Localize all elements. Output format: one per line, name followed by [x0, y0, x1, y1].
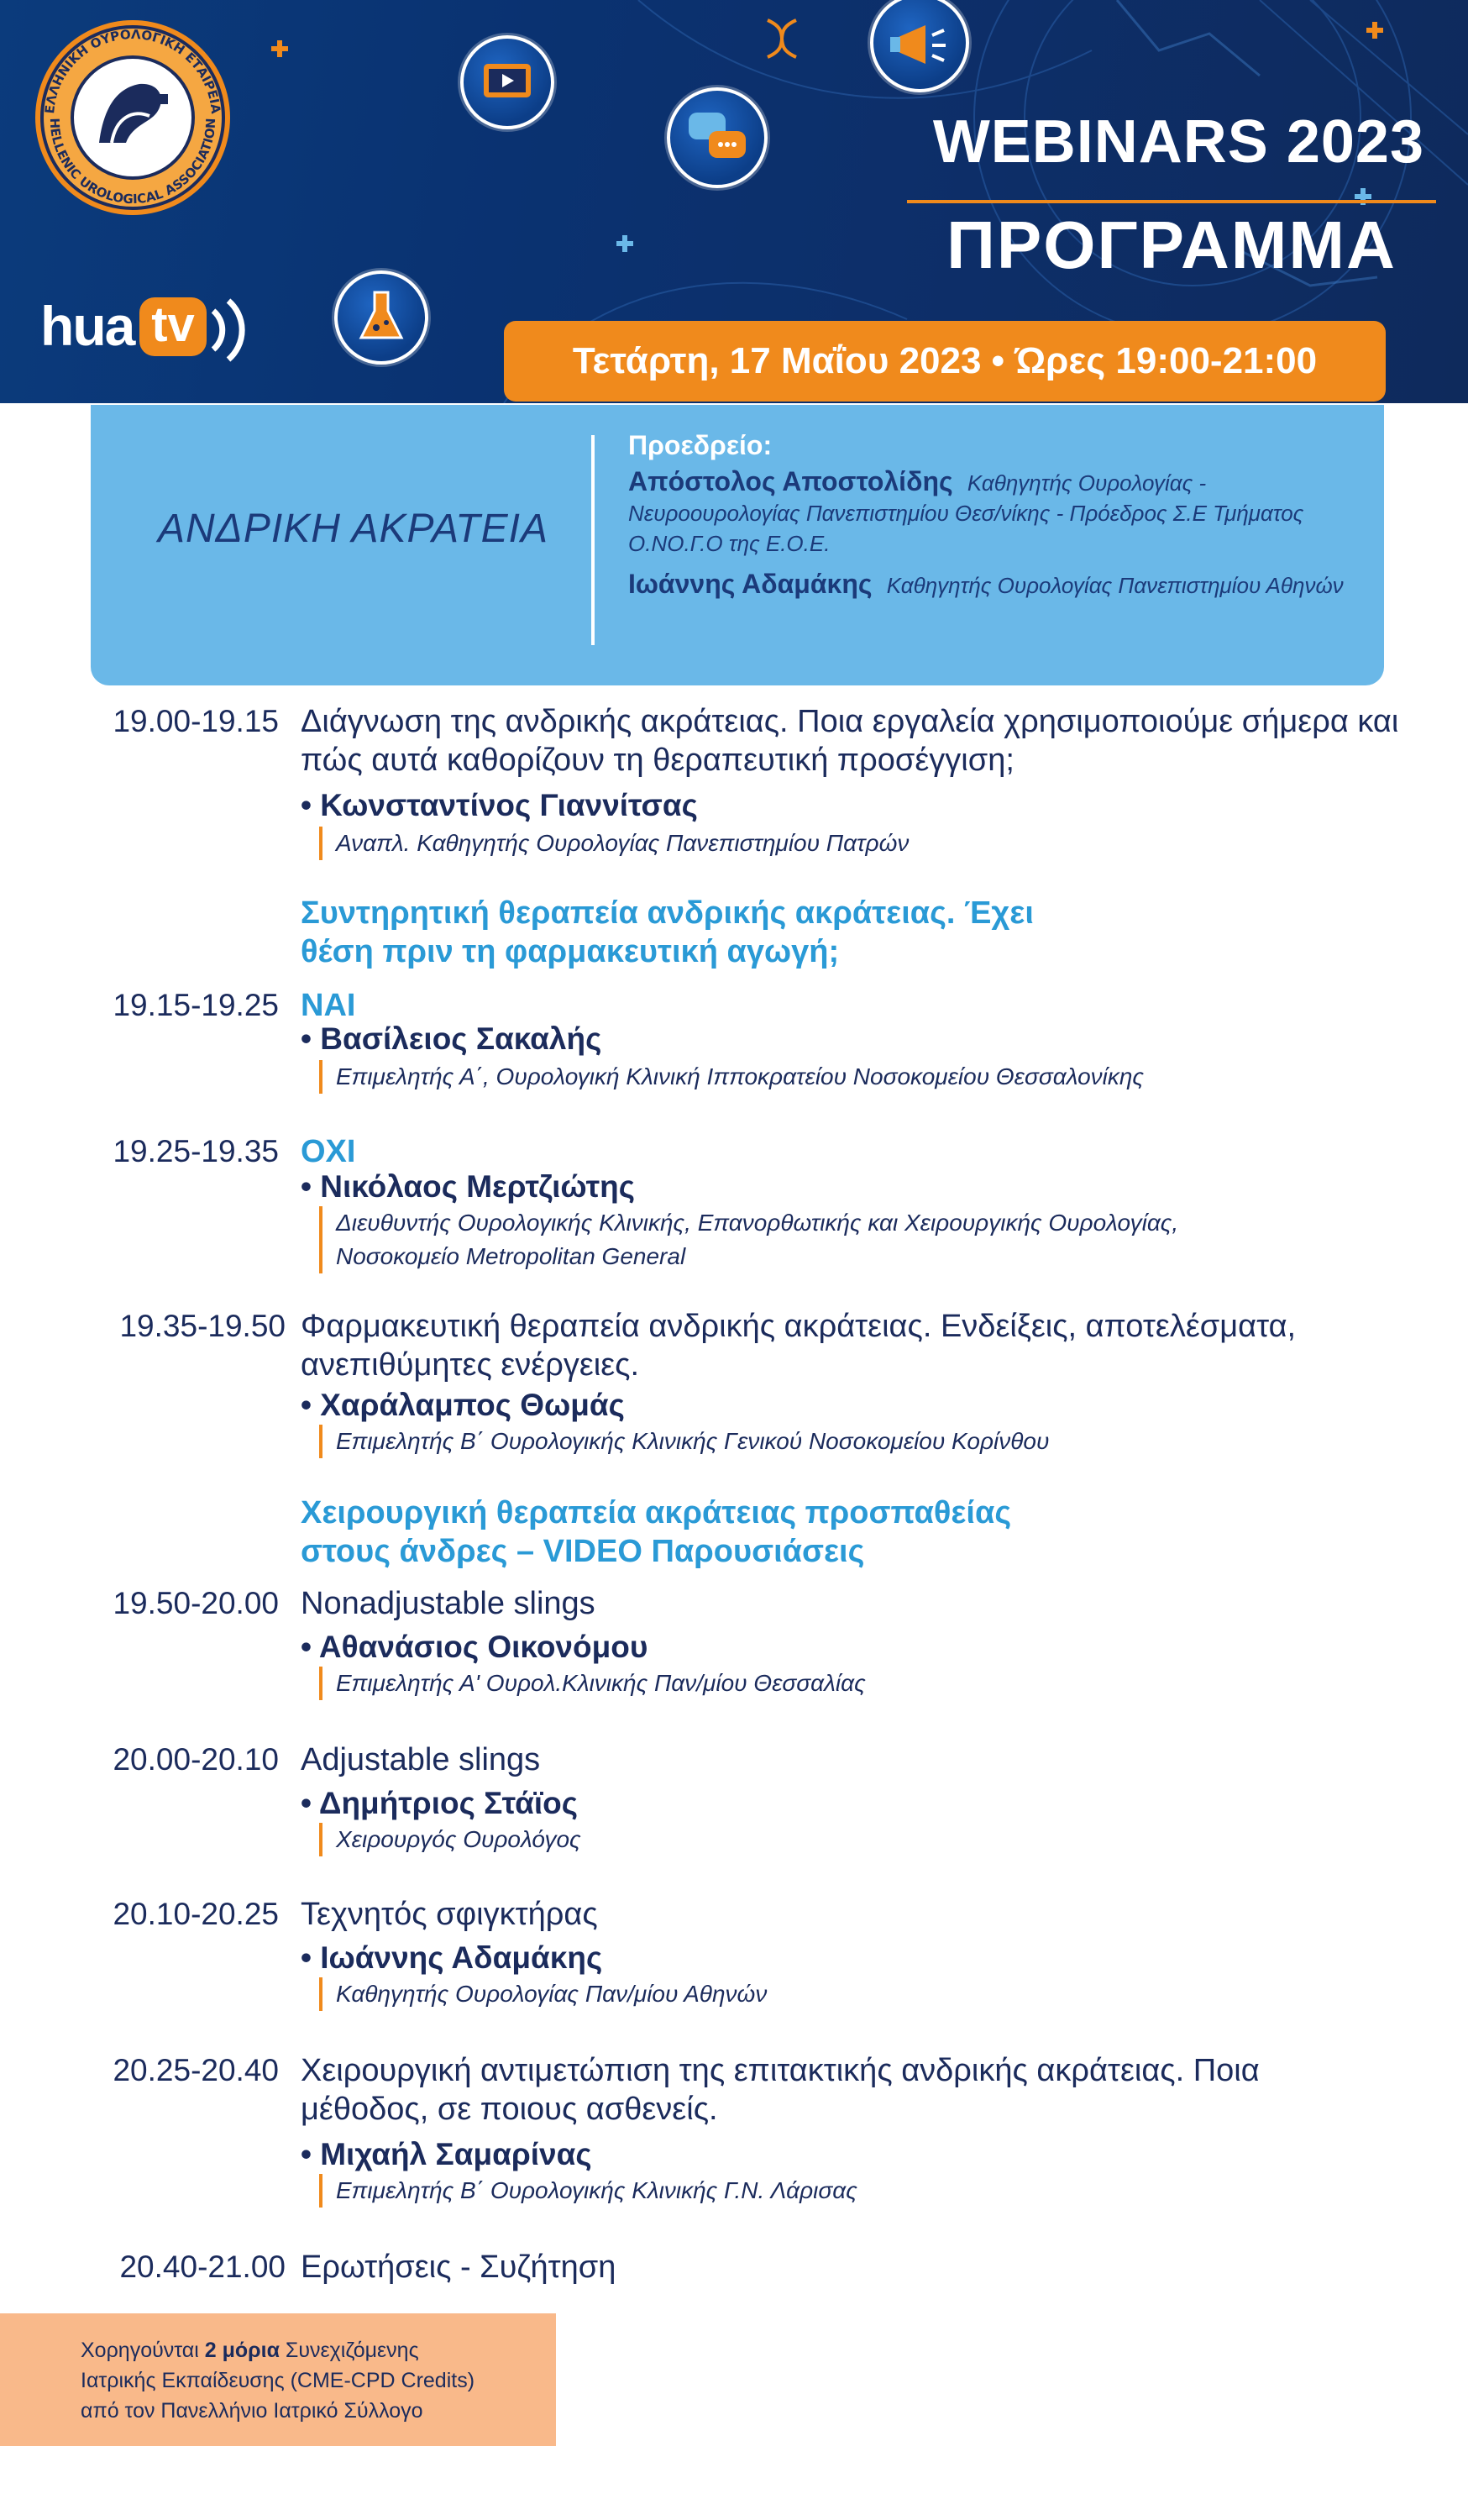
- webinars-title: WEBINARS 2023: [932, 108, 1424, 176]
- time-slot: 19.35-19.50: [119, 1309, 286, 1343]
- speaker-affiliation: Επιμελητής Α' Ουρολ.Κλινικής Παν/μίου Θεσσαλίας: [319, 1667, 1411, 1700]
- section-heading: Χειρουργική θεραπεία ακράτειας προσπαθείας στους άνδρες – VIDEO Παρουσιάσεις: [301, 1495, 1012, 1569]
- title-divider: [907, 200, 1436, 203]
- time-slot: 20.40-21.00: [119, 2250, 286, 2284]
- presidium: [628, 430, 1350, 611]
- time-slot: 20.10-20.25: [113, 1897, 279, 1931]
- session-title: ΑΝΔΡΙΚΗ ΑΚΡΑΤΕΙΑ: [158, 507, 548, 551]
- cme-credits-note: [0, 2313, 556, 2446]
- speaker-affiliation: Καθηγητής Ουρολογίας Παν/μίου Αθηνών: [319, 1977, 1411, 2011]
- speaker-name: • Κωνσταντίνος Γιαννίτσας: [301, 788, 698, 822]
- time-slot: 19.00-19.15: [113, 704, 279, 738]
- chat-bubbles-icon: [667, 87, 768, 188]
- hua-tv-suffix: tv: [139, 297, 207, 356]
- speaker-affiliation: Επιμελητής Β΄ Ουρολογικής Κλινικής Γ.Ν. Λάρισας: [319, 2174, 1411, 2208]
- talk-topic: Φαρμακευτική θεραπεία ανδρικής ακράτειας. Ενδείξεις, αποτελέσματα, ανεπιθύμητες ενέργειες.: [301, 1309, 1297, 1383]
- speaker-affiliation: Χειρουργός Ουρολόγος: [319, 1823, 1411, 1856]
- session-divider: [591, 435, 595, 645]
- speaker-name: • Βασίλειος Σακαλής: [301, 1021, 602, 1056]
- chair-2: [628, 569, 1350, 601]
- video-play-icon: [460, 35, 554, 129]
- speaker-affiliation: Επιμελητής Β΄ Ουρολογικής Κλινικής Γενικού Νοσοκομείου Κορίνθου: [319, 1425, 1411, 1458]
- talk-topic: ΟΧΙ: [301, 1134, 356, 1169]
- time-slot: 20.00-20.10: [113, 1742, 279, 1777]
- cme-prefix: Χορηγούνται: [81, 2339, 205, 2362]
- presidium-label: Προεδρείο:: [628, 430, 773, 460]
- chair-name: Απόστολος Αποστολίδης: [628, 466, 953, 496]
- talk-topic: Διάγνωση της ανδρικής ακράτειας. Ποια εργαλεία χρησιμοποιούμε σήμερα και πώς αυτά καθορίζουν τη θεραπευτική προσέγγιση;: [301, 704, 1399, 778]
- section-heading: Συντηρητική θεραπεία ανδρικής ακράτειας. Έχει θέση πριν τη φαρμακευτική αγωγή;: [301, 895, 1034, 969]
- megaphone-icon: [870, 0, 969, 92]
- speaker-affiliation: Διευθυντής Ουρολογικής Κλινικής, Επανορθωτικής και Χειρουργικής Ουρολογίας, Νοσοκομείο Metropolitan General: [319, 1206, 1209, 1273]
- session-box: [91, 405, 1384, 685]
- cme-line-3: από τον Πανελλήνιο Ιατρικό Σύλλογο: [81, 2399, 423, 2423]
- talk-topic: Adjustable slings: [301, 1742, 541, 1777]
- talk-topic: Ερωτήσεις - Συζήτηση: [301, 2250, 616, 2285]
- dna-icon: [761, 15, 803, 62]
- time-slot: 19.15-19.25: [113, 988, 279, 1022]
- chair-title: Καθηγητής Ουρολογίας Πανεπιστημίου Αθηνών: [886, 573, 1344, 598]
- speaker-affiliation: Επιμελητής Α΄, Ουρολογική Κλινική Ιπποκρατείου Νοσοκομείου Θεσσαλονίκης: [319, 1060, 1411, 1094]
- speaker-name: • Μιχαήλ Σαμαρίνας: [301, 2137, 592, 2171]
- talk-topic: Nonadjustable slings: [301, 1586, 595, 1621]
- speaker-name: • Αθανάσιος Οικονόμου: [301, 1630, 648, 1664]
- cme-suffix: Συνεχιζόμενης: [279, 2339, 419, 2362]
- talk-topic: Χειρουργική αντιμετώπιση της επιτακτικής ανδρικής ακράτειας. Ποια μέθοδος, σε ποιους ασθενείς.: [301, 2053, 1260, 2127]
- speaker-name: • Δημήτριος Στάϊος: [301, 1786, 579, 1820]
- talk-topic: Τεχνητός σφιγκτήρας: [301, 1897, 598, 1932]
- chair-title: Καθηγητής Ουρολογίας - Νευροουρολογίας Πανεπιστημίου Θεσ/νίκης - Πρόεδρος Σ.Ε Τμήματος Ο.ΝΟ.Γ.Ο της Ε.Ο.Ε.: [628, 470, 1304, 556]
- cme-line-2: Ιατρικής Εκπαίδευσης (CME-CPD Credits): [81, 2369, 475, 2392]
- time-slot: 19.50-20.00: [113, 1586, 279, 1620]
- speaker-name: • Νικόλαος Μερτζιώτης: [301, 1169, 635, 1204]
- svg-text:HELLENIC UROLOGICAL ASSOCIATIO: HELLENIC UROLOGICAL ASSOCIATION: [46, 118, 219, 207]
- time-slot: 20.25-20.40: [113, 2053, 279, 2087]
- chair-1: [628, 466, 1350, 559]
- hua-tv-brand: hua: [40, 295, 134, 357]
- date-bar: Τετάρτη, 17 Μαΐου 2023 • Ώρες 19:00-21:00: [504, 321, 1386, 402]
- programma-title: ΠΡΟΓΡΑΜΜΑ: [946, 207, 1397, 282]
- broadcast-waves-icon: [205, 294, 280, 366]
- svg-text:ΕΛΛΗΝΙΚΗ ΟΥΡΟΛΟΓΙΚΗ ΕΤΑΙΡΕΙΑ: ΕΛΛΗΝΙΚΗ ΟΥΡΟΛΟΓΙΚΗ ΕΤΑΙΡΕΙΑ: [42, 26, 224, 115]
- time-slot: 19.25-19.35: [113, 1134, 279, 1168]
- flask-icon: [334, 270, 428, 365]
- hua-tv-logo: [40, 286, 284, 378]
- talk-topic: ΝΑΙ: [301, 988, 356, 1023]
- logo-text: [32, 17, 233, 218]
- speaker-affiliation: Αναπλ. Καθηγητής Ουρολογίας Πανεπιστημίου Πατρών: [319, 827, 1411, 860]
- speaker-name: • Ιωάννης Αδαμάκης: [301, 1940, 603, 1975]
- chair-name: Ιωάννης Αδαμάκης: [628, 569, 873, 599]
- header-banner: [0, 0, 1468, 403]
- speaker-name: • Χαράλαμπος Θωμάς: [301, 1388, 625, 1422]
- cme-points: 2 μόρια: [204, 2339, 280, 2362]
